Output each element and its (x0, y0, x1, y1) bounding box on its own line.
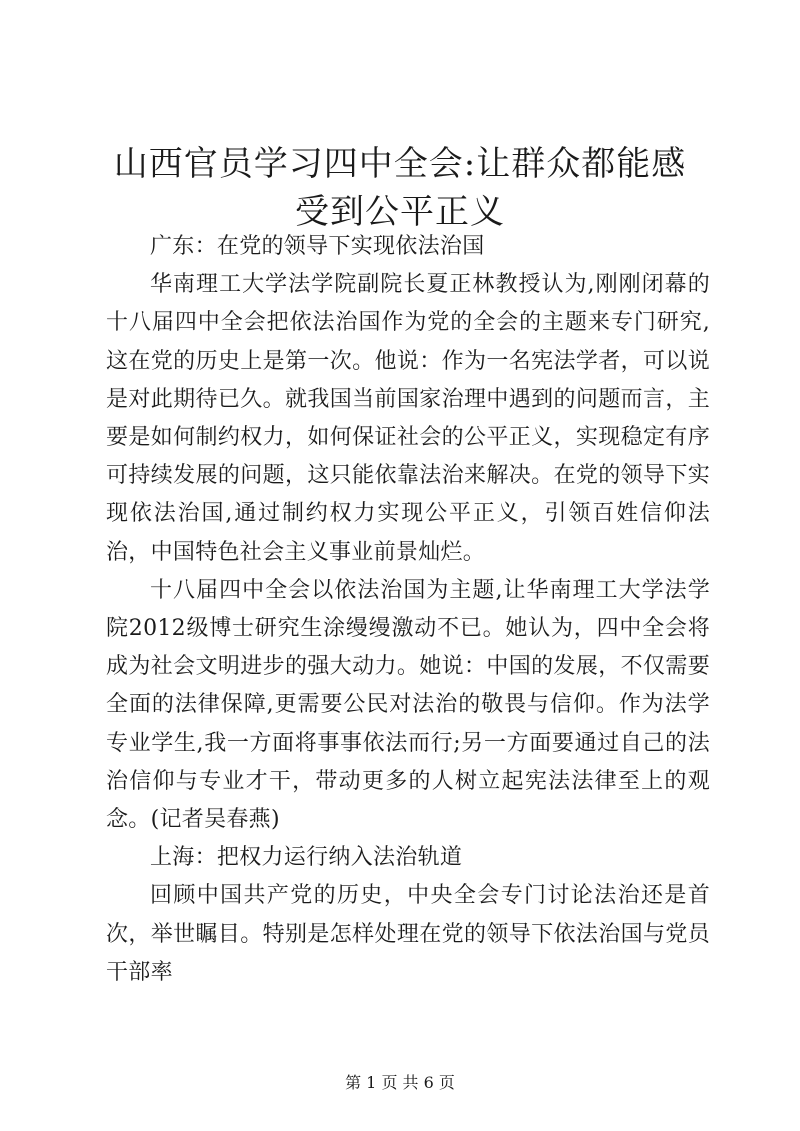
page-number-footer: 第 1 页 共 6 页 (345, 1073, 455, 1092)
section-heading-shanghai: 上海：把权力运行纳入法治轨道 (150, 845, 463, 871)
paragraph-xia-zhenglin: 华南理工大学法学院副院长夏正林教授认为,刚刚闭幕的十八届四中全会把依法治国作为党的全会的主题来专门研究,这在党的历史上是第一次。他说：作为一名宪法学者，可以说是对此期待已久。就我国当前国家治理中遇到的问题而言，主要是如何制约权力，如何保证社会的公平正义，实现稳定有序可持续发展的问题，这只能依靠法治来解决。在党的领导下实现依法治国,通过制约权力实现公平正义，引领百姓信仰法治，中国特色社会主义事业前景灿烂。 (106, 272, 710, 565)
paragraph-party-history: 回顾中国共产党的历史，中央全会专门讨论法治还是首次，举世瞩目。特别是怎样处理在党的领导下依法治国与党员干部率 (106, 883, 710, 985)
paragraph-tu-manman: 十八届四中全会以依法治国为主题,让华南理工大学法学院2012级博士研究生涂缦缦激动不已。她认为，四中全会将成为社会文明进步的强大动力。她说：中国的发展，不仅需要全面的法律保障,更需要公民对法治的敬畏与信仰。作为法学专业学生,我一方面将事事依法而行;另一方面要通过自己的法治信仰与专业才干，带动更多的人树立起宪法法律至上的观念。(记者吴春燕) (106, 577, 710, 833)
section-heading-guangdong: 广东：在党的领导下实现依法治国 (150, 234, 485, 259)
article-body (106, 228, 710, 992)
page-title: 山西官员学习四中全会:让群众都能感受到公平正义 (113, 144, 687, 232)
